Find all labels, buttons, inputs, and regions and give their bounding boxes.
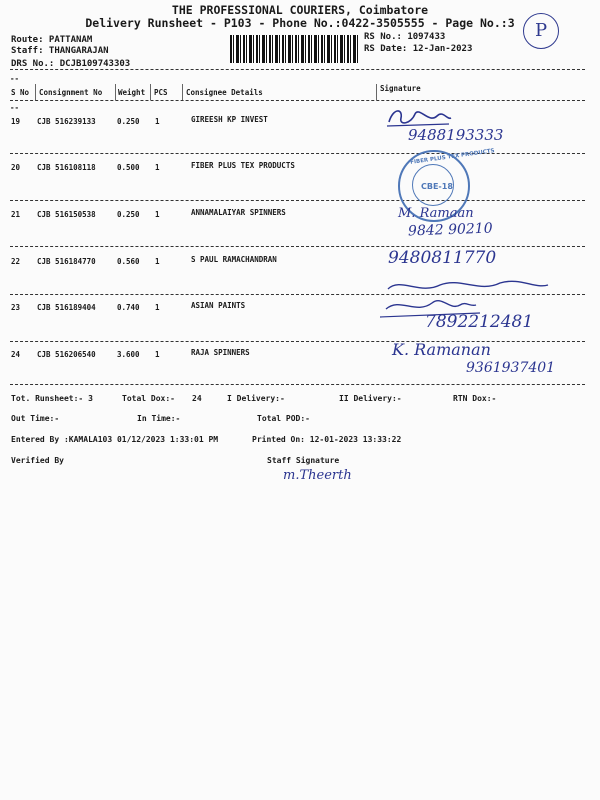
- row-pcs: 1: [155, 350, 160, 359]
- row-sno: 19: [11, 117, 21, 126]
- col-header-pcs: PCS: [154, 88, 168, 97]
- handwritten-phone: 9361937401: [466, 360, 556, 376]
- dash-mark: --: [10, 74, 20, 83]
- row-consignment: CJB 516150538: [37, 210, 96, 219]
- out-time: Out Time:-: [11, 414, 60, 423]
- barcode: [230, 35, 358, 63]
- column-separator: [35, 84, 36, 100]
- row-pcs: 1: [155, 257, 160, 266]
- row-consignment: CJB 516189404: [37, 303, 96, 312]
- divider: [10, 100, 585, 101]
- column-separator: [376, 84, 377, 100]
- handwritten-phone: 7892212481: [425, 312, 534, 332]
- row-divider: [10, 153, 585, 154]
- row-sno: 24: [11, 350, 21, 359]
- i-delivery: I Delivery:-: [227, 394, 285, 403]
- total-dox-count: 24: [192, 394, 202, 403]
- stamp-city-text: CBE-18: [421, 182, 453, 191]
- in-time: In Time:-: [137, 414, 181, 423]
- dash-mark: --: [10, 103, 20, 112]
- row-consignee: GIREESH KP INVEST: [191, 115, 268, 124]
- staff-label: Staff: THANGARAJAN: [11, 46, 109, 56]
- col-header-sno: S No: [11, 88, 30, 97]
- handwritten-signature: K. Ramanan: [392, 340, 491, 359]
- rtn-dox: RTN Dox:-: [453, 394, 497, 403]
- row-consignment: CJB 516184770: [37, 257, 96, 266]
- row-weight: 0.560: [117, 257, 140, 266]
- entered-by: Entered By :KAMALA103 01/12/2023 1:33:01 PM: [11, 435, 219, 444]
- row-weight: 0.250: [117, 117, 140, 126]
- col-header-consignee: Consignee Details: [186, 88, 263, 97]
- total-dox-label: Total Dox:-: [122, 394, 175, 403]
- col-header-consignment: Consignment No: [39, 88, 103, 97]
- row-sno: 22: [11, 257, 21, 266]
- row-weight: 0.740: [117, 303, 140, 312]
- row-pcs: 1: [155, 210, 160, 219]
- row-consignee: RAJA SPINNERS: [191, 348, 250, 357]
- row-weight: 3.600: [117, 350, 140, 359]
- total-runsheet: Tot. Runsheet:- 3: [11, 394, 93, 403]
- rs-number: RS No.: 1097433: [364, 32, 446, 42]
- handwritten-signature: M. Ramaan: [398, 206, 474, 221]
- col-header-weight: Weight: [118, 88, 146, 97]
- column-separator: [150, 84, 151, 100]
- stamp-company-text: FIBER PLUS TEX PRODUCTS: [409, 148, 495, 166]
- row-sno: 23: [11, 303, 21, 312]
- staff-handwritten-signature: m.Theerth: [283, 468, 352, 483]
- company-title: THE PROFESSIONAL COURIERS, Coimbatore: [171, 3, 429, 17]
- runsheet-title: Delivery Runsheet - P103 - Phone No.:0422-3505555 - Page No.:3: [85, 16, 515, 30]
- row-consignment: CJB 516239133: [37, 117, 96, 126]
- row-consignment: CJB 516206540: [37, 350, 96, 359]
- handwritten-phone: 9488193333: [408, 126, 504, 144]
- staff-signature-label: Staff Signature: [267, 456, 340, 465]
- printed-on: Printed On: 12-01-2023 13:33:22: [252, 435, 402, 444]
- column-separator: [182, 84, 183, 100]
- row-weight: 0.500: [117, 163, 140, 172]
- rs-date: RS Date: 12-Jan-2023: [364, 44, 473, 54]
- row-divider: [10, 200, 585, 201]
- row-weight: 0.250: [117, 210, 140, 219]
- total-pod: Total POD:-: [257, 414, 310, 423]
- row-divider: [10, 384, 585, 385]
- row-pcs: 1: [155, 163, 160, 172]
- row-pcs: 1: [155, 117, 160, 126]
- handwritten-phone: 9480811770: [388, 248, 497, 268]
- handwritten-phone: 9842 90210: [407, 220, 493, 240]
- route-label: Route: PATTANAM: [11, 35, 93, 45]
- row-sno: 20: [11, 163, 21, 172]
- column-separator: [115, 84, 116, 100]
- row-consignee: FIBER PLUS TEX PRODUCTS: [191, 161, 295, 170]
- verified-by: Verified By: [11, 456, 64, 465]
- row-consignee: S PAUL RAMACHANDRAN: [191, 255, 277, 264]
- page-mark-circle: P: [523, 13, 559, 49]
- row-pcs: 1: [155, 303, 160, 312]
- row-divider: [10, 341, 585, 342]
- drs-number: DRS No.: DCJB109743303: [11, 59, 131, 69]
- ii-delivery: II Delivery:-: [339, 394, 402, 403]
- row-consignment: CJB 516108118: [37, 163, 96, 172]
- row-consignee: ASIAN PAINTS: [191, 301, 246, 310]
- row-consignee: ANNAMALAIYAR SPINNERS: [191, 208, 286, 217]
- row-divider: [10, 246, 585, 247]
- col-header-signature: Signature: [380, 84, 421, 93]
- row-sno: 21: [11, 210, 21, 219]
- divider: [10, 69, 585, 70]
